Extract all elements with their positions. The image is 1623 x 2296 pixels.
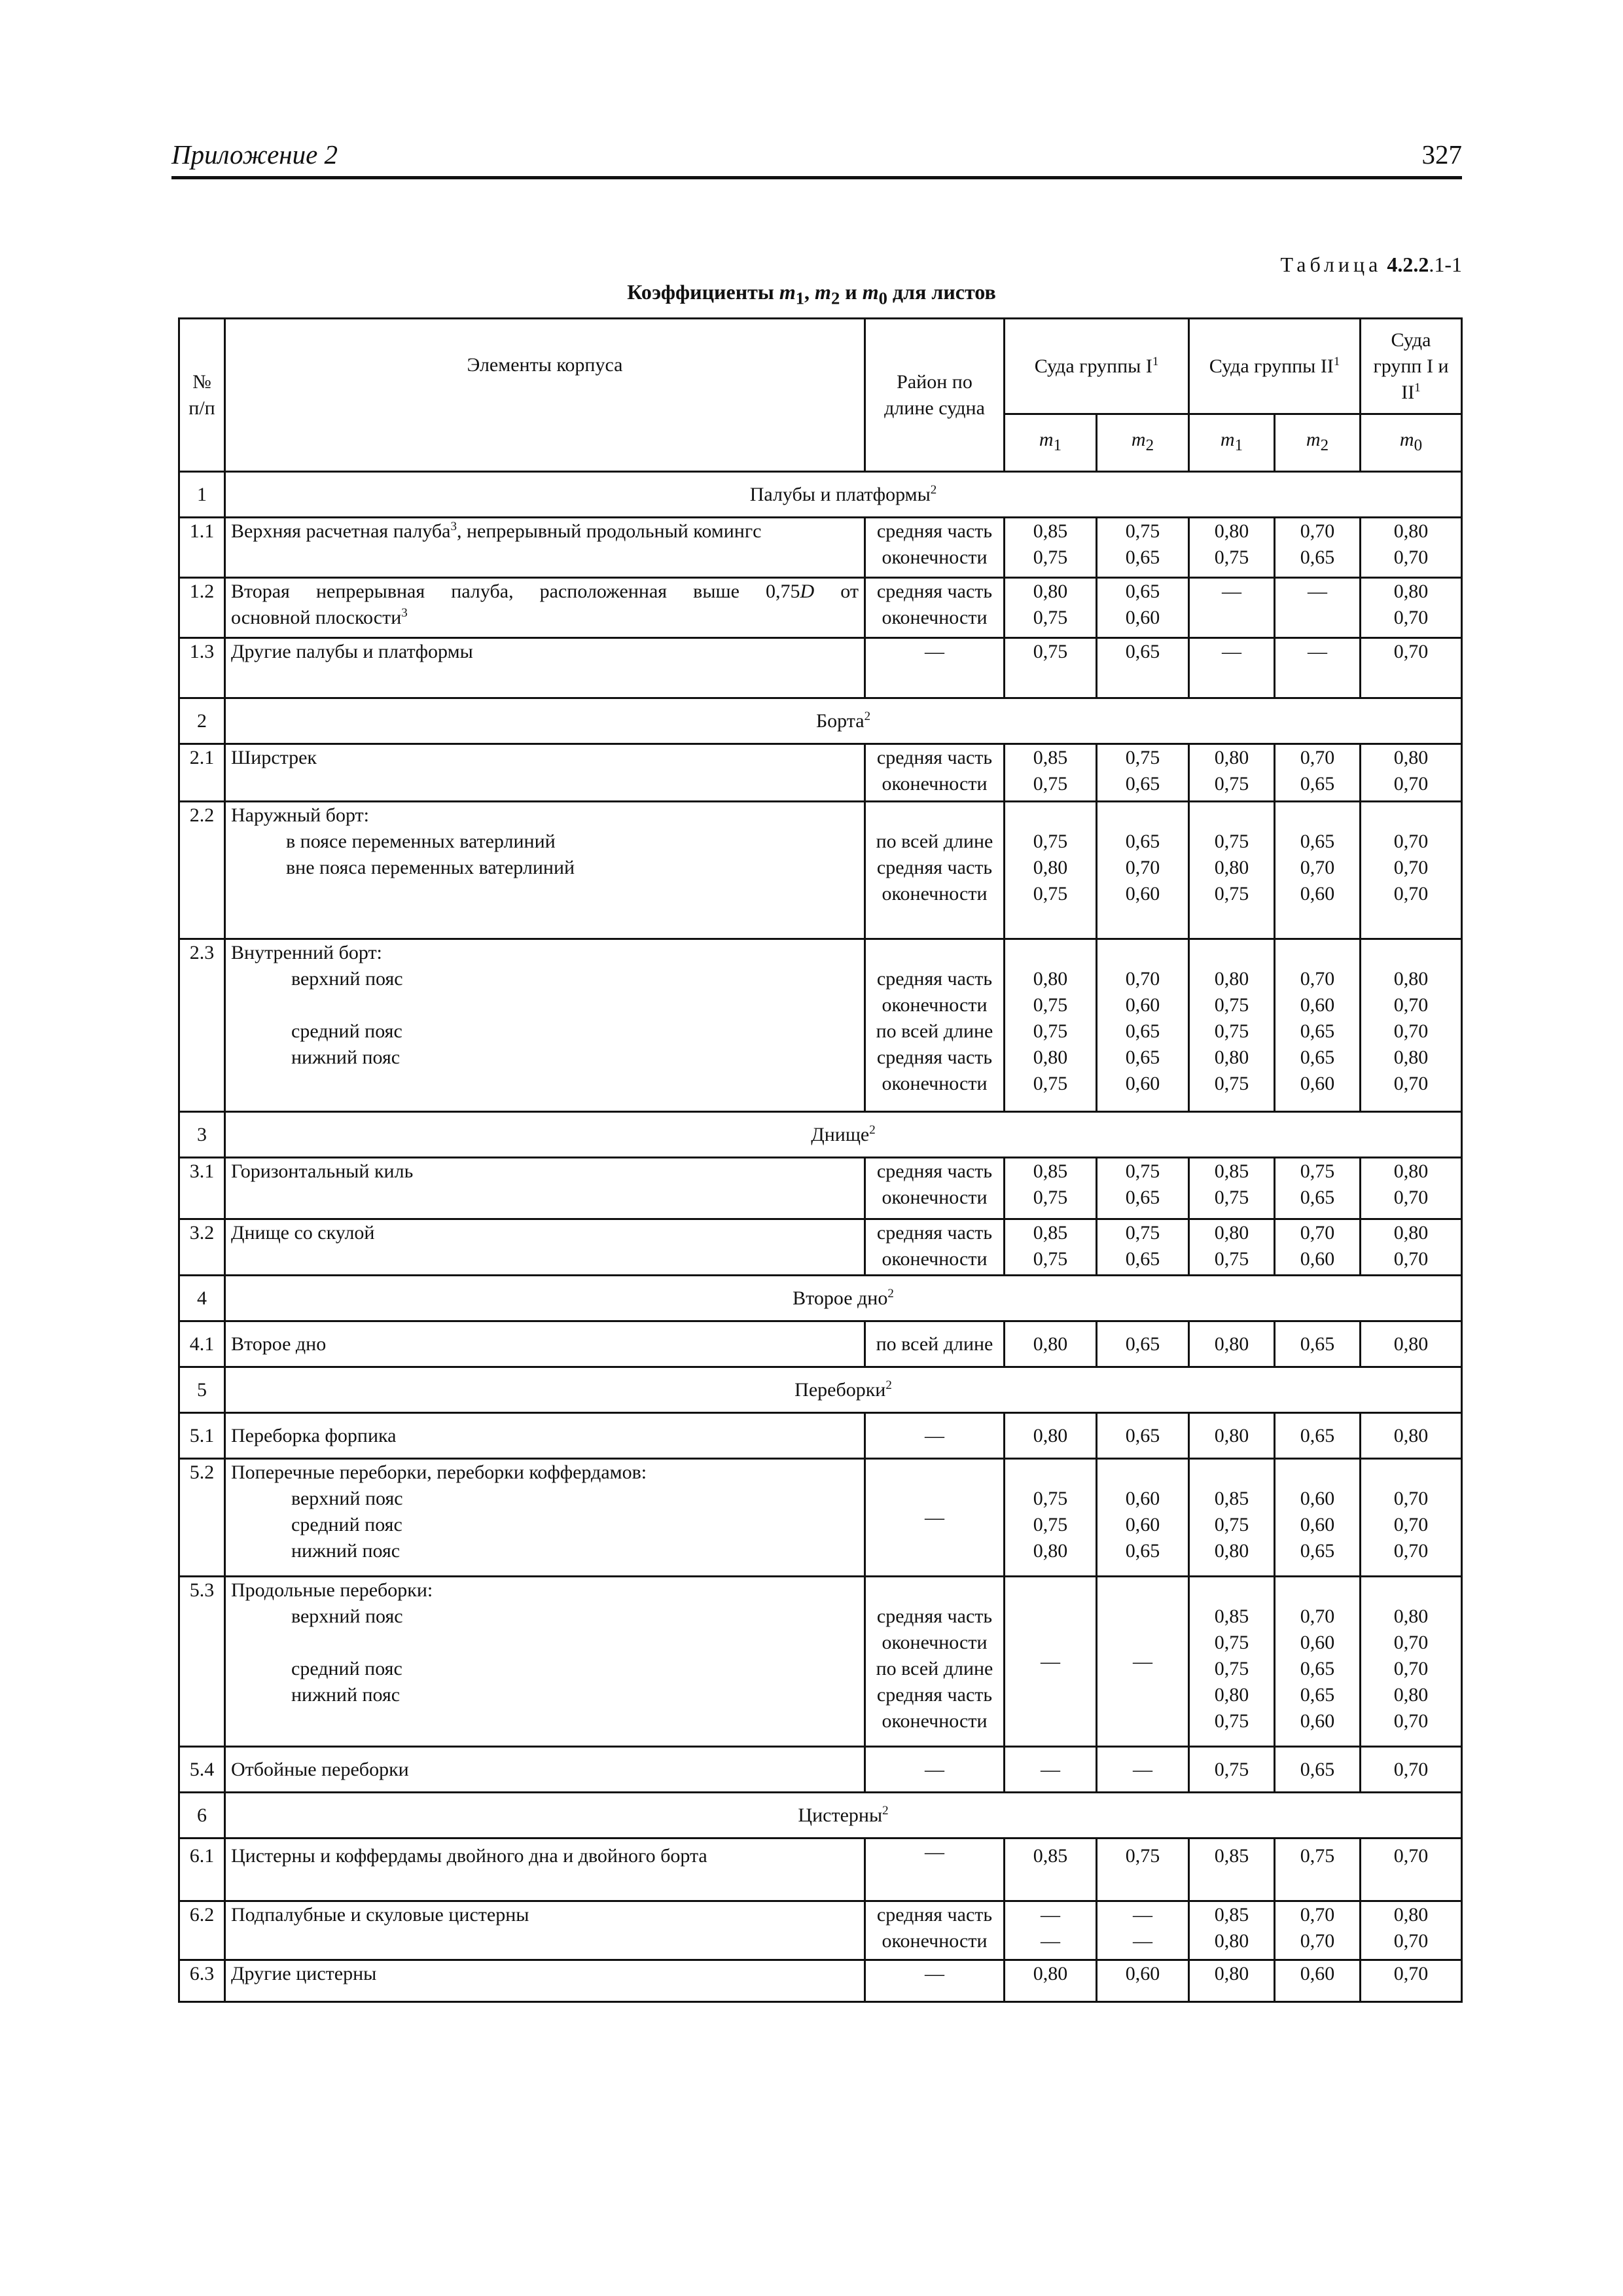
row-element: Подпалубные и скуловые цистерны — [225, 1901, 865, 1960]
section-num: 1 — [179, 472, 225, 518]
row-num: 3.2 — [179, 1219, 225, 1276]
value-cell: — — [1097, 1577, 1189, 1747]
value-cell: — — [1005, 1577, 1097, 1747]
row-num: 2.3 — [179, 939, 225, 1112]
table-row — [179, 638, 1462, 698]
value-cell: 0,85 0,75 0,80 — [1189, 1459, 1275, 1577]
row-zone: средняя часть оконечности — [865, 1219, 1005, 1276]
row-element: Переборка форпика — [225, 1413, 865, 1459]
value-cell: 0,65 0,70 0,60 — [1097, 802, 1189, 939]
section-row — [179, 1112, 1462, 1158]
header-rule — [171, 176, 1462, 179]
row-num: 6.2 — [179, 1901, 225, 1960]
value-cell: — — [1189, 578, 1275, 638]
value-cell: 0,65 — [1097, 1413, 1189, 1459]
value-cell: 0,70 — [1361, 1960, 1462, 2002]
row-num: 1.3 — [179, 638, 225, 698]
value-cell: 0,60 — [1097, 1960, 1189, 2002]
section-num: 3 — [179, 1112, 225, 1158]
section-title: Днище$^2$ — [225, 1112, 1462, 1158]
col-header-group12: Суда групп I и $II^1$ — [1361, 319, 1462, 414]
col-header-m2-g1: $m_2$ — [1097, 414, 1189, 472]
value-cell: — — — [1005, 1901, 1097, 1960]
value-cell: 0,80 — [1005, 1413, 1097, 1459]
row-element: Верхняя расчетная палуба$^3$, непрерывный продольный комингс — [225, 518, 865, 578]
col-header-elements: Элементы корпуса — [225, 319, 865, 472]
value-cell: 0,80 0,70 — [1361, 1158, 1462, 1219]
value-cell: 0,80 0,70 — [1361, 578, 1462, 638]
value-cell: 0,85 — [1189, 1839, 1275, 1901]
row-num: 6.1 — [179, 1839, 225, 1901]
value-cell: 0,75 0,65 — [1275, 1158, 1361, 1219]
value-cell: 0,75 0,65 — [1097, 744, 1189, 802]
value-cell: — — [1097, 1747, 1189, 1793]
section-num: 6 — [179, 1793, 225, 1839]
row-zone: — — [865, 1459, 1005, 1577]
value-cell: 0,70 0,65 — [1275, 518, 1361, 578]
value-cell: 0,85 — [1005, 1839, 1097, 1901]
table-number-id: 4.2.2 — [1387, 253, 1429, 276]
row-element: Вторая непрерывная палуба, расположенная выше 0,75D от основной плоскости$^3$ — [225, 578, 865, 638]
row-num: 1.1 — [179, 518, 225, 578]
row-num: 4.1 — [179, 1321, 225, 1367]
section-row — [179, 698, 1462, 744]
row-num: 2.1 — [179, 744, 225, 802]
section-title: Цистерны$^2$ — [225, 1793, 1462, 1839]
row-num: 3.1 — [179, 1158, 225, 1219]
page-number: 327 — [1421, 139, 1462, 170]
table-row — [179, 1901, 1462, 1960]
value-cell: 0,70 — [1361, 1839, 1462, 1901]
table-row — [179, 1839, 1462, 1901]
value-cell: 0,85 0,75 — [1005, 744, 1097, 802]
title-m2-sub: 2 — [830, 288, 840, 308]
row-zone: — — [865, 1413, 1005, 1459]
row-num: 5.2 — [179, 1459, 225, 1577]
value-cell: 0,80 — [1189, 1960, 1275, 2002]
row-element: Другие цистерны — [225, 1960, 865, 2002]
table-row — [179, 1747, 1462, 1793]
value-cell: 0,70 0,70 0,70 — [1361, 1459, 1462, 1577]
col-header-num: № п/п — [179, 319, 225, 472]
value-cell: 0,75 0,65 — [1097, 1219, 1189, 1276]
value-cell: 0,65 — [1097, 638, 1189, 698]
section-row — [179, 1793, 1462, 1839]
value-cell: 0,80 — [1005, 1960, 1097, 2002]
table-row — [179, 1577, 1462, 1747]
value-cell: 0,75 0,80 0,75 — [1189, 802, 1275, 939]
coefficients-table — [178, 317, 1463, 2003]
value-cell: 0,80 0,70 — [1361, 1901, 1462, 1960]
value-cell: 0,70 0,70 0,70 — [1361, 802, 1462, 939]
value-cell: 0,75 — [1189, 1747, 1275, 1793]
value-cell: 0,85 0,75 — [1189, 1158, 1275, 1219]
section-num: 2 — [179, 698, 225, 744]
value-cell: 0,65 0,70 0,60 — [1275, 802, 1361, 939]
value-cell: 0,80 0,75 0,75 0,80 0,75 — [1005, 939, 1097, 1112]
row-num: 5.3 — [179, 1577, 225, 1747]
row-zone: — — [865, 1960, 1005, 2002]
value-cell: 0,80 0,75 0,75 0,80 0,75 — [1189, 939, 1275, 1112]
row-zone: средняя часть оконечности — [865, 1901, 1005, 1960]
row-zone: по всей длине — [865, 1321, 1005, 1367]
row-num: 5.4 — [179, 1747, 225, 1793]
row-num: 6.3 — [179, 1960, 225, 2002]
section-title: Второе дно$^2$ — [225, 1276, 1462, 1321]
section-row — [179, 1367, 1462, 1413]
value-cell: 0,80 — [1189, 1321, 1275, 1367]
value-cell: 0,80 0,75 — [1189, 518, 1275, 578]
value-cell: 0,60 0,60 0,65 — [1097, 1459, 1189, 1577]
row-element: Днище со скулой — [225, 1219, 865, 1276]
row-element: Наружный борт: в поясе переменных ватерлиний вне пояса переменных ватерлиний — [225, 802, 865, 939]
row-element: Другие палубы и платформы — [225, 638, 865, 698]
row-element: Поперечные переборки, переборки коффердамов: верхний пояс средний пояс нижний пояс — [225, 1459, 865, 1577]
table-number — [1280, 253, 1462, 277]
value-cell: 0,70 0,60 0,65 0,65 0,60 — [1097, 939, 1189, 1112]
row-zone: средняя часть оконечности — [865, 518, 1005, 578]
section-row — [179, 472, 1462, 518]
value-cell: 0,65 — [1275, 1413, 1361, 1459]
title-m1-sub: 1 — [795, 288, 805, 308]
row-zone: средняя часть оконечности — [865, 744, 1005, 802]
row-zone: средняя часть оконечности — [865, 578, 1005, 638]
row-zone: средняя часть оконечности — [865, 1158, 1005, 1219]
value-cell: 0,70 0,70 — [1275, 1901, 1361, 1960]
section-title: Палубы и платформы$^2$ — [225, 472, 1462, 518]
value-cell: — — [1275, 578, 1361, 638]
value-cell: 0,60 — [1275, 1960, 1361, 2002]
section-num: 4 — [179, 1276, 225, 1321]
title-text-end: для листов — [887, 280, 996, 304]
row-zone: средняя часть оконечности по всей длине средняя часть оконечности — [865, 1577, 1005, 1747]
title-text: Коэффициенты — [627, 280, 779, 304]
value-cell: — — [1005, 1747, 1097, 1793]
value-cell: — — [1275, 638, 1361, 698]
table-row — [179, 1960, 1462, 2002]
value-cell: 0,65 — [1275, 1321, 1361, 1367]
value-cell: 0,70 — [1361, 638, 1462, 698]
section-title: Переборки$^2$ — [225, 1367, 1462, 1413]
value-cell: 0,80 0,70 — [1361, 518, 1462, 578]
table-row — [179, 1219, 1462, 1276]
table-header-row — [179, 319, 1462, 414]
value-cell: 0,80 0,70 — [1361, 744, 1462, 802]
table-row — [179, 518, 1462, 578]
value-cell: 0,75 0,65 — [1097, 1158, 1189, 1219]
value-cell: 0,85 0,75 0,75 0,80 0,75 — [1189, 1577, 1275, 1747]
value-cell: 0,70 0,65 — [1275, 744, 1361, 802]
row-zone: средняя часть оконечности по всей длине средняя часть оконечности — [865, 939, 1005, 1112]
value-cell: 0,75 — [1005, 638, 1097, 698]
table-row — [179, 1413, 1462, 1459]
value-cell: 0,70 0,60 — [1275, 1219, 1361, 1276]
value-cell: 0,75 0,75 0,80 — [1005, 1459, 1097, 1577]
row-zone: — — [865, 638, 1005, 698]
value-cell: — — [1189, 638, 1275, 698]
row-zone: — — [865, 1839, 1005, 1901]
row-element: Второе дно — [225, 1321, 865, 1367]
value-cell: 0,80 0,75 — [1189, 744, 1275, 802]
value-cell: 0,80 — [1361, 1321, 1462, 1367]
row-element: Ширстрек — [225, 744, 865, 802]
value-cell: 0,85 0,80 — [1189, 1901, 1275, 1960]
value-cell: 0,60 0,60 0,65 — [1275, 1459, 1361, 1577]
value-cell: 0,85 0,75 — [1005, 1219, 1097, 1276]
title-comma: , — [804, 280, 815, 304]
value-cell: 0,85 0,75 — [1005, 518, 1097, 578]
value-cell: 0,80 0,70 0,70 0,80 0,70 — [1361, 1577, 1462, 1747]
value-cell: 0,75 — [1275, 1839, 1361, 1901]
table-row — [179, 578, 1462, 638]
value-cell: 0,80 0,70 — [1361, 1219, 1462, 1276]
row-zone: — — [865, 1747, 1005, 1793]
running-header-title: Приложение 2 — [171, 139, 338, 170]
title-m2: m — [815, 280, 831, 304]
value-cell: 0,80 0,75 — [1005, 578, 1097, 638]
value-cell: 0,65 — [1275, 1747, 1361, 1793]
section-row — [179, 1276, 1462, 1321]
title-m1: m — [779, 280, 796, 304]
value-cell: 0,70 — [1361, 1747, 1462, 1793]
value-cell: 0,70 0,60 0,65 0,65 0,60 — [1275, 939, 1361, 1112]
col-header-m1-g2: $m_1$ — [1189, 414, 1275, 472]
title-m0: m — [862, 280, 879, 304]
row-element: Продольные переборки: верхний пояс средний пояс нижний пояс — [225, 1577, 865, 1747]
table-row — [179, 1321, 1462, 1367]
value-cell: 0,75 0,65 — [1097, 518, 1189, 578]
value-cell: 0,65 — [1097, 1321, 1189, 1367]
value-cell: 0,80 0,75 — [1189, 1219, 1275, 1276]
row-num: 2.2 — [179, 802, 225, 939]
table-row — [179, 802, 1462, 939]
row-element: Отбойные переборки — [225, 1747, 865, 1793]
table-row — [179, 744, 1462, 802]
row-element: Внутренний борт: верхний пояс средний пояс нижний пояс — [225, 939, 865, 1112]
col-header-group2: Суда группы $II^1$ — [1189, 319, 1361, 414]
table-number-suffix: .1-1 — [1429, 253, 1462, 276]
col-header-group1: Суда группы $I^1$ — [1005, 319, 1189, 414]
row-element: Цистерны и коффердамы двойного дна и двойного борта — [225, 1839, 865, 1901]
row-zone: по всей длине средняя часть оконечности — [865, 802, 1005, 939]
value-cell: 0,75 — [1097, 1839, 1189, 1901]
col-header-m1-g1: $m_1$ — [1005, 414, 1097, 472]
table-row — [179, 939, 1462, 1112]
col-header-zone: Район по длине судна — [865, 319, 1005, 472]
value-cell: — — — [1097, 1901, 1189, 1960]
value-cell: 0,80 — [1005, 1321, 1097, 1367]
table-title — [0, 280, 1623, 308]
col-header-m2-g2: $m_2$ — [1275, 414, 1361, 472]
section-title: Борта$^2$ — [225, 698, 1462, 744]
table-row — [179, 1459, 1462, 1577]
table-row — [179, 1158, 1462, 1219]
value-cell: 0,80 0,70 0,70 0,80 0,70 — [1361, 939, 1462, 1112]
value-cell: 0,85 0,75 — [1005, 1158, 1097, 1219]
value-cell: 0,65 0,60 — [1097, 578, 1189, 638]
title-m0-sub: 0 — [878, 288, 887, 308]
table-number-prefix: Таблица — [1280, 253, 1382, 276]
row-element: Горизонтальный киль — [225, 1158, 865, 1219]
value-cell: 0,70 0,60 0,65 0,65 0,60 — [1275, 1577, 1361, 1747]
section-num: 5 — [179, 1367, 225, 1413]
row-num: 5.1 — [179, 1413, 225, 1459]
value-cell: 0,75 0,80 0,75 — [1005, 802, 1097, 939]
title-and: и — [840, 280, 863, 304]
value-cell: 0,80 — [1189, 1413, 1275, 1459]
row-num: 1.2 — [179, 578, 225, 638]
col-header-m0: $m_0$ — [1361, 414, 1462, 472]
value-cell: 0,80 — [1361, 1413, 1462, 1459]
